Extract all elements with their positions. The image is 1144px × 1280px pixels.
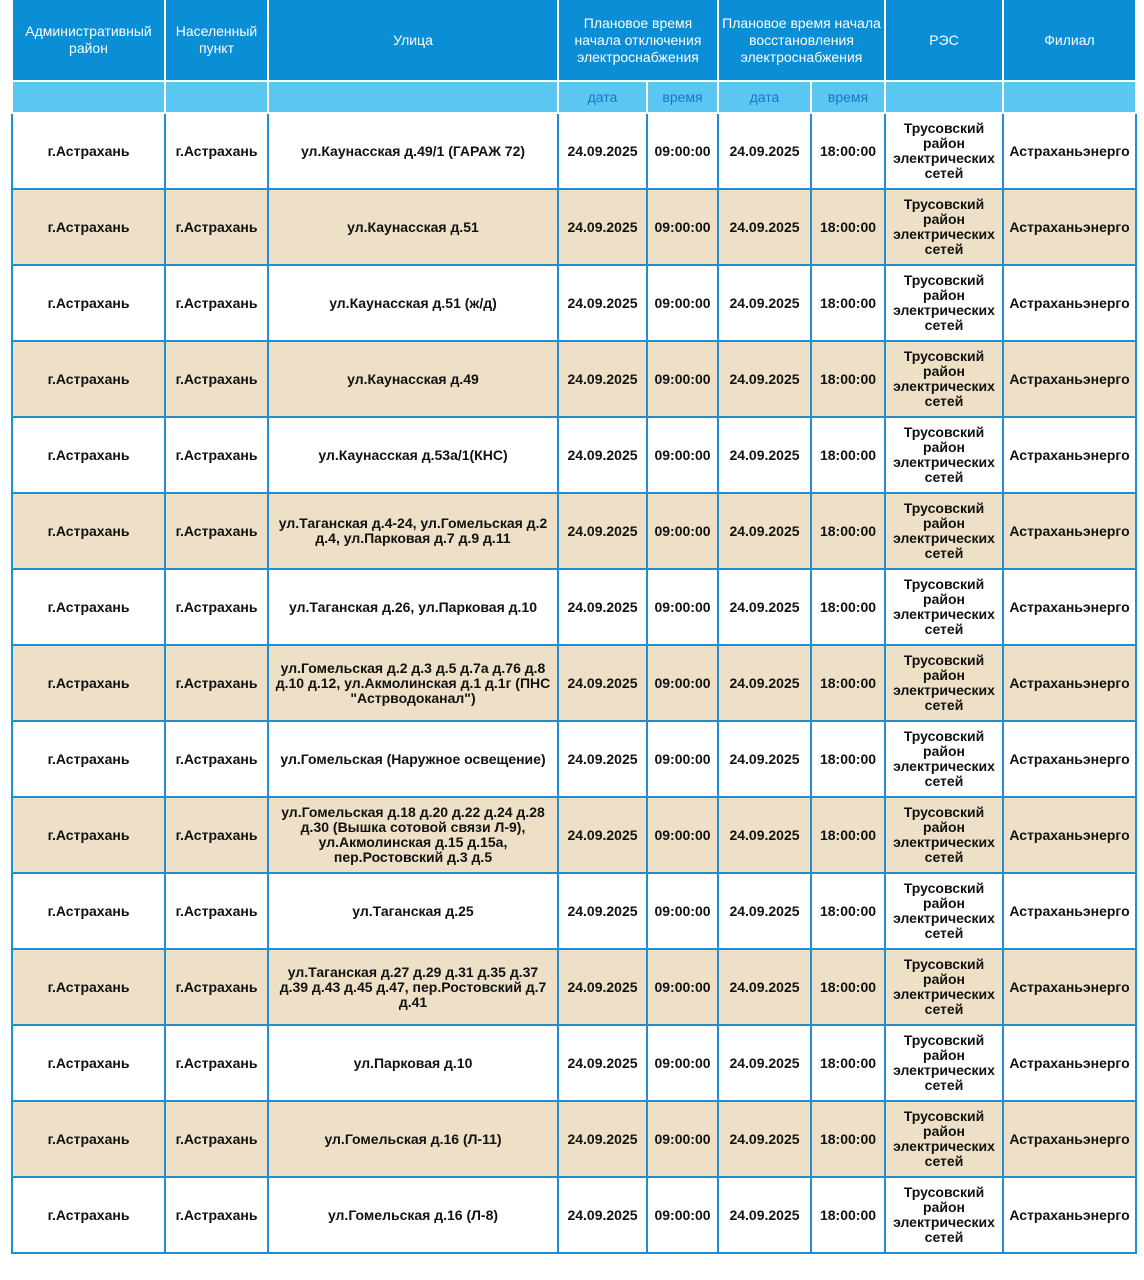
table-row <box>12 645 1136 721</box>
table-body <box>12 113 1136 1253</box>
cell-on-time: 18:00:00 <box>811 1101 885 1177</box>
cell-on-date: 24.09.2025 <box>718 417 811 493</box>
cell-res: Трусовский район электрических сетей <box>885 265 1003 341</box>
cell-on-time: 18:00:00 <box>811 1025 885 1101</box>
cell-street: ул.Гомельская (Наружное освещение) <box>268 721 558 797</box>
cell-res: Трусовский район электрических сетей <box>885 873 1003 949</box>
cell-branch: Астраханьэнерго <box>1003 189 1136 265</box>
cell-res: Трусовский район электрических сетей <box>885 1025 1003 1101</box>
cell-off-date: 24.09.2025 <box>558 341 647 417</box>
table-row <box>12 797 1136 873</box>
cell-district: г.Астрахань <box>12 265 165 341</box>
cell-branch: Астраханьэнерго <box>1003 1177 1136 1253</box>
cell-off-date: 24.09.2025 <box>558 873 647 949</box>
cell-on-date: 24.09.2025 <box>718 569 811 645</box>
cell-street: ул.Каунасская д.51 (ж/д) <box>268 265 558 341</box>
cell-district: г.Астрахань <box>12 1101 165 1177</box>
cell-res: Трусовский район электрических сетей <box>885 417 1003 493</box>
cell-on-time: 18:00:00 <box>811 797 885 873</box>
table-row <box>12 721 1136 797</box>
cell-branch: Астраханьэнерго <box>1003 645 1136 721</box>
cell-branch: Астраханьэнерго <box>1003 341 1136 417</box>
table-header <box>12 0 1136 113</box>
cell-on-date: 24.09.2025 <box>718 797 811 873</box>
outage-table-container <box>11 0 1135 1254</box>
header-res: РЭС <box>885 0 1003 81</box>
cell-locality: г.Астрахань <box>165 189 268 265</box>
cell-street: ул.Гомельская д.2 д.3 д.5 д.7а д.76 д.8 д.10 д.12, ул.Акмолинская д.1 д.1г (ПНС "Астрводоканал") <box>268 645 558 721</box>
cell-street: ул.Таганская д.27 д.29 д.31 д.35 д.37 д.39 д.43 д.45 д.47, пер.Ростовский д.7 д.41 <box>268 949 558 1025</box>
cell-street: ул.Парковая д.10 <box>268 1025 558 1101</box>
cell-locality: г.Астрахань <box>165 721 268 797</box>
cell-locality: г.Астрахань <box>165 113 268 189</box>
cell-off-date: 24.09.2025 <box>558 645 647 721</box>
cell-off-time: 09:00:00 <box>647 1101 718 1177</box>
cell-branch: Астраханьэнерго <box>1003 721 1136 797</box>
cell-off-time: 09:00:00 <box>647 265 718 341</box>
cell-district: г.Астрахань <box>12 1025 165 1101</box>
cell-branch: Астраханьэнерго <box>1003 265 1136 341</box>
cell-off-date: 24.09.2025 <box>558 493 647 569</box>
cell-street: ул.Гомельская д.16 (Л-8) <box>268 1177 558 1253</box>
cell-locality: г.Астрахань <box>165 797 268 873</box>
header-district: Административный район <box>12 0 165 81</box>
cell-street: ул.Таганская д.26, ул.Парковая д.10 <box>268 569 558 645</box>
cell-street: ул.Каунасская д.49 <box>268 341 558 417</box>
cell-off-time: 09:00:00 <box>647 569 718 645</box>
cell-branch: Астраханьэнерго <box>1003 113 1136 189</box>
cell-street: ул.Таганская д.25 <box>268 873 558 949</box>
cell-on-time: 18:00:00 <box>811 949 885 1025</box>
subheader-empty <box>12 81 165 113</box>
cell-on-date: 24.09.2025 <box>718 721 811 797</box>
cell-district: г.Астрахань <box>12 949 165 1025</box>
cell-off-date: 24.09.2025 <box>558 1177 647 1253</box>
cell-locality: г.Астрахань <box>165 1101 268 1177</box>
cell-off-date: 24.09.2025 <box>558 1025 647 1101</box>
cell-res: Трусовский район электрических сетей <box>885 113 1003 189</box>
cell-res: Трусовский район электрических сетей <box>885 645 1003 721</box>
cell-res: Трусовский район электрических сетей <box>885 949 1003 1025</box>
cell-res: Трусовский район электрических сетей <box>885 569 1003 645</box>
cell-district: г.Астрахань <box>12 189 165 265</box>
cell-district: г.Астрахань <box>12 797 165 873</box>
subheader-empty <box>885 81 1003 113</box>
table-row <box>12 1101 1136 1177</box>
cell-res: Трусовский район электрических сетей <box>885 341 1003 417</box>
cell-off-date: 24.09.2025 <box>558 797 647 873</box>
cell-branch: Астраханьэнерго <box>1003 569 1136 645</box>
cell-street: ул.Гомельская д.18 д.20 д.22 д.24 д.28 д.30 (Вышка сотовой связи Л-9), ул.Акмолинская д.15 д.15а, пер.Ростовский д.3 д.5 <box>268 797 558 873</box>
cell-on-time: 18:00:00 <box>811 645 885 721</box>
cell-off-date: 24.09.2025 <box>558 113 647 189</box>
outage-table <box>11 0 1137 1254</box>
table-row <box>12 1025 1136 1101</box>
cell-locality: г.Астрахань <box>165 873 268 949</box>
subheader-off-time: время <box>647 81 718 113</box>
cell-on-time: 18:00:00 <box>811 493 885 569</box>
cell-street: ул.Каунасская д.53а/1(КНС) <box>268 417 558 493</box>
cell-branch: Астраханьэнерго <box>1003 1025 1136 1101</box>
cell-district: г.Астрахань <box>12 569 165 645</box>
header-street: Улица <box>268 0 558 81</box>
subheader-on-time: время <box>811 81 885 113</box>
header-outage-start: Плановое время начала отключения электроснабжения <box>558 0 718 81</box>
cell-locality: г.Астрахань <box>165 1025 268 1101</box>
cell-on-time: 18:00:00 <box>811 721 885 797</box>
cell-locality: г.Астрахань <box>165 645 268 721</box>
cell-branch: Астраханьэнерго <box>1003 1101 1136 1177</box>
table-row <box>12 341 1136 417</box>
cell-off-time: 09:00:00 <box>647 721 718 797</box>
cell-on-time: 18:00:00 <box>811 341 885 417</box>
cell-res: Трусовский район электрических сетей <box>885 493 1003 569</box>
cell-res: Трусовский район электрических сетей <box>885 797 1003 873</box>
cell-off-date: 24.09.2025 <box>558 569 647 645</box>
cell-locality: г.Астрахань <box>165 265 268 341</box>
table-row <box>12 189 1136 265</box>
cell-off-date: 24.09.2025 <box>558 265 647 341</box>
cell-on-date: 24.09.2025 <box>718 265 811 341</box>
cell-locality: г.Астрахань <box>165 341 268 417</box>
cell-district: г.Астрахань <box>12 417 165 493</box>
cell-on-time: 18:00:00 <box>811 113 885 189</box>
cell-district: г.Астрахань <box>12 721 165 797</box>
cell-res: Трусовский район электрических сетей <box>885 721 1003 797</box>
cell-street: ул.Каунасская д.49/1 (ГАРАЖ 72) <box>268 113 558 189</box>
cell-locality: г.Астрахань <box>165 493 268 569</box>
cell-on-date: 24.09.2025 <box>718 873 811 949</box>
header-restore-start: Плановое время начала восстановления электроснабжения <box>718 0 885 81</box>
cell-off-time: 09:00:00 <box>647 189 718 265</box>
header-row-sub <box>12 81 1136 113</box>
cell-locality: г.Астрахань <box>165 1177 268 1253</box>
cell-off-time: 09:00:00 <box>647 493 718 569</box>
cell-res: Трусовский район электрических сетей <box>885 1177 1003 1253</box>
cell-district: г.Астрахань <box>12 113 165 189</box>
cell-on-date: 24.09.2025 <box>718 1101 811 1177</box>
cell-on-date: 24.09.2025 <box>718 1025 811 1101</box>
cell-on-date: 24.09.2025 <box>718 341 811 417</box>
cell-on-date: 24.09.2025 <box>718 1177 811 1253</box>
cell-street: ул.Каунасская д.51 <box>268 189 558 265</box>
cell-district: г.Астрахань <box>12 341 165 417</box>
cell-on-date: 24.09.2025 <box>718 113 811 189</box>
header-branch: Филиал <box>1003 0 1136 81</box>
table-row <box>12 569 1136 645</box>
header-locality: Населенный пункт <box>165 0 268 81</box>
subheader-off-date: дата <box>558 81 647 113</box>
cell-off-time: 09:00:00 <box>647 341 718 417</box>
cell-off-time: 09:00:00 <box>647 797 718 873</box>
cell-on-time: 18:00:00 <box>811 189 885 265</box>
cell-res: Трусовский район электрических сетей <box>885 1101 1003 1177</box>
cell-branch: Астраханьэнерго <box>1003 417 1136 493</box>
cell-off-time: 09:00:00 <box>647 113 718 189</box>
cell-locality: г.Астрахань <box>165 417 268 493</box>
cell-on-time: 18:00:00 <box>811 417 885 493</box>
cell-locality: г.Астрахань <box>165 949 268 1025</box>
subheader-empty <box>165 81 268 113</box>
cell-off-time: 09:00:00 <box>647 949 718 1025</box>
cell-branch: Астраханьэнерго <box>1003 797 1136 873</box>
cell-branch: Астраханьэнерго <box>1003 949 1136 1025</box>
table-row <box>12 949 1136 1025</box>
cell-district: г.Астрахань <box>12 873 165 949</box>
cell-on-date: 24.09.2025 <box>718 949 811 1025</box>
cell-off-date: 24.09.2025 <box>558 189 647 265</box>
cell-on-time: 18:00:00 <box>811 1177 885 1253</box>
cell-on-date: 24.09.2025 <box>718 493 811 569</box>
cell-branch: Астраханьэнерго <box>1003 873 1136 949</box>
cell-off-time: 09:00:00 <box>647 873 718 949</box>
cell-off-time: 09:00:00 <box>647 417 718 493</box>
cell-off-date: 24.09.2025 <box>558 949 647 1025</box>
cell-locality: г.Астрахань <box>165 569 268 645</box>
table-row <box>12 417 1136 493</box>
cell-street: ул.Гомельская д.16 (Л-11) <box>268 1101 558 1177</box>
table-row <box>12 113 1136 189</box>
cell-off-date: 24.09.2025 <box>558 721 647 797</box>
table-row <box>12 873 1136 949</box>
cell-on-date: 24.09.2025 <box>718 645 811 721</box>
cell-on-date: 24.09.2025 <box>718 189 811 265</box>
cell-off-date: 24.09.2025 <box>558 417 647 493</box>
cell-district: г.Астрахань <box>12 493 165 569</box>
cell-district: г.Астрахань <box>12 645 165 721</box>
cell-on-time: 18:00:00 <box>811 873 885 949</box>
cell-branch: Астраханьэнерго <box>1003 493 1136 569</box>
subheader-empty <box>1003 81 1136 113</box>
cell-off-time: 09:00:00 <box>647 1025 718 1101</box>
cell-street: ул.Таганская д.4-24, ул.Гомельская д.2 д.4, ул.Парковая д.7 д.9 д.11 <box>268 493 558 569</box>
cell-res: Трусовский район электрических сетей <box>885 189 1003 265</box>
cell-on-time: 18:00:00 <box>811 265 885 341</box>
cell-off-time: 09:00:00 <box>647 1177 718 1253</box>
header-row-main <box>12 0 1136 81</box>
cell-on-time: 18:00:00 <box>811 569 885 645</box>
cell-off-time: 09:00:00 <box>647 645 718 721</box>
subheader-on-date: дата <box>718 81 811 113</box>
table-row <box>12 265 1136 341</box>
table-row <box>12 493 1136 569</box>
cell-off-date: 24.09.2025 <box>558 1101 647 1177</box>
subheader-empty <box>268 81 558 113</box>
table-row <box>12 1177 1136 1253</box>
cell-district: г.Астрахань <box>12 1177 165 1253</box>
